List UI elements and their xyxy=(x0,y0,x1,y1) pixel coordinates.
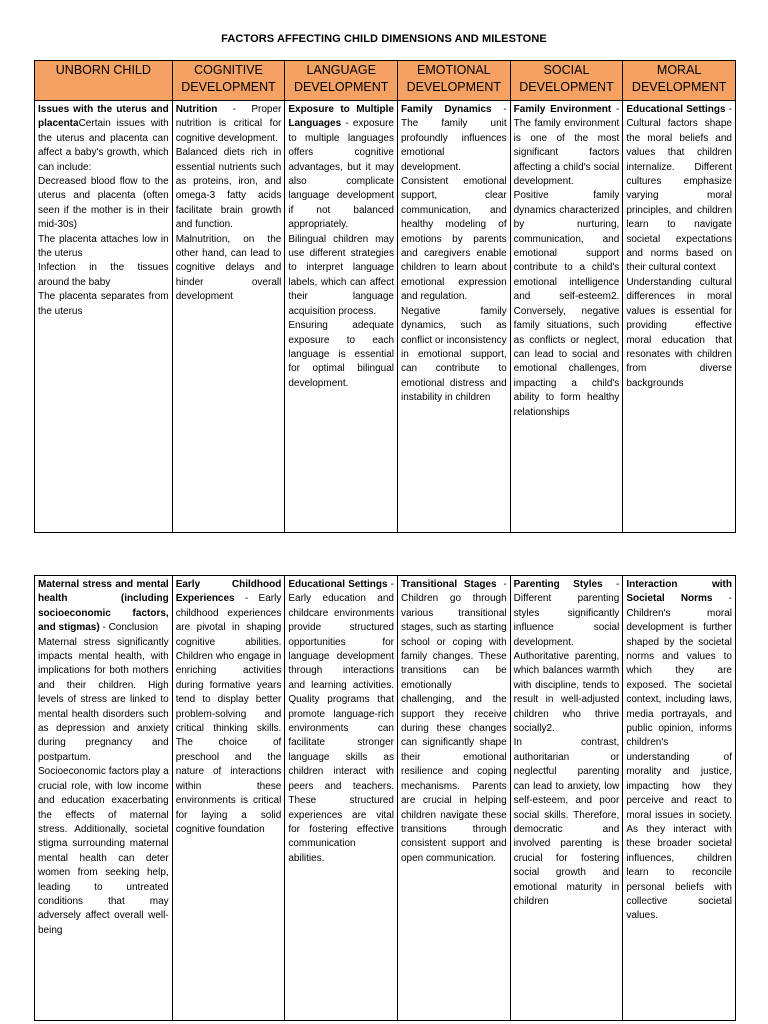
table-cell xyxy=(172,101,285,533)
cell-text: - Early education and childcare environments provide structured opportunities for language development through interactions and learning activities. Quality programs that promote language-rich environments can facilitate stronger language skills as children interact with peers and teachers. These structured experiences are vital for fostering effective communication abilities. xyxy=(288,579,395,864)
cell-text: - The family environment is one of the most significant factors affecting a child's social development. Positive family dynamics characterized by nurturing, communication, and emotional support contribute to a child's emotional intelligence and self-esteem2. Conversely, negative family situations, such as conflicts or neglect, can lead to social and emotional challenges, impacting a child's ability to form healthy relationships xyxy=(513,104,620,418)
header-row xyxy=(35,61,736,101)
cell-heading: Family Dynamics xyxy=(401,104,492,115)
table-cell xyxy=(35,101,173,533)
table-cell xyxy=(285,576,398,1021)
factors-table-top xyxy=(34,60,736,533)
cell-text: - Cultural factors shape the moral beliefs and values that children internalize. Different cultures emphasize varying moral principles, and children learn to navigate societal expectations and norms based on their cultural context Understanding cultural differences in moral values is essential for providing effective moral education that resonates with children from diverse backgrounds xyxy=(626,104,733,389)
table-cell xyxy=(623,576,736,1021)
cell-text: - Children go through various transitional stages, such as starting school or coping with family changes. These transitions can be emotionally challenging, and the support they receive during these changes can significantly shape their emotional resilience and coping mechanisms. Parents are crucial in helping children navigate these transitions through consistent support and open communication. xyxy=(401,579,507,864)
table-cell xyxy=(285,101,398,533)
header-cognitive: COGNITIVE DEVELOPMENT xyxy=(172,61,285,101)
table-cell xyxy=(398,576,511,1021)
table-cell xyxy=(510,101,623,533)
cell-heading: Transitional Stages xyxy=(401,579,497,590)
table-cell xyxy=(35,576,173,1021)
table-cell xyxy=(623,101,736,533)
cell-heading: Maternal stress and mental health (including socioeconomic factors, and stigmas) xyxy=(38,579,169,634)
table-row xyxy=(35,576,736,1021)
cell-heading: Educational Settings xyxy=(288,579,388,590)
cell-heading: Early Childhood Experiences xyxy=(175,579,282,605)
cell-heading: Issues with the uterus and placenta xyxy=(38,104,169,130)
document-title: FACTORS AFFECTING CHILD DIMENSIONS AND MILESTONE xyxy=(221,33,547,45)
table-row xyxy=(35,101,736,533)
cell-text: - exposure to multiple languages offers cognitive advantages, but it may also complicate language development if not balanced appropriately. Bilingual children may use different strategies to interpret language labels, which can affect their language acquisition process. Ensuring adequate exposure to each language is essential for optimal bilingual development. xyxy=(288,118,394,389)
cell-text: - Conclusion Maternal stress significantly impacts mental health, with implications for both mothers and their children. High levels of stress are linked to mental health disorders such as depression and anxiety during pregnancy and postpartum. Socioeconomic factors play a crucial role, with low income and education exacerbating the effects of maternal stress. Additionally, societal stigma surrounding maternal mental health can deter women from seeking help, leading to untreated conditions that may adversely affect overall well-being xyxy=(38,622,169,936)
cell-heading: Nutrition xyxy=(175,104,218,115)
table-cell xyxy=(398,101,511,533)
cell-text: - Children's moral development is further shaped by the societal norms and values to which they are exposed. The societal context, including laws, media portrayals, and public opinion, informs children's understanding of morality and justice, impacting how they perceive and react to moral issues in society. As they interact with these broader societal influences, children learn to reconcile personal beliefs with collective societal values. xyxy=(626,593,732,922)
header-emotional: EMOTIONAL DEVELOPMENT xyxy=(398,61,511,101)
cell-heading: Exposure to Multiple Languages xyxy=(288,104,394,130)
cell-text: Certain issues with the uterus and placenta can affect a baby's growth, which can include: Decreased blood flow to the uterus and placenta (often seen if the mother is in their mid-30s) The placenta attaches low in the uterus Infection in the tissues around the baby The placenta separates from the uterus xyxy=(38,118,169,317)
header-moral: MORAL DEVELOPMENT xyxy=(623,61,736,101)
header-language: LANGUAGE DEVELOPMENT xyxy=(285,61,398,101)
cell-heading: Educational Settings xyxy=(626,104,726,115)
header-social: SOCIAL DEVELOPMENT xyxy=(510,61,623,101)
table-cell xyxy=(172,576,285,1021)
cell-text: - Early childhood experiences are pivotal in shaping cognitive abilities. Children who engage in enriching activities during formative years tend to display better problem-solving and critical thinking skills. The choice of preschool and the nature of interactions within these environments is critical for laying a solid cognitive foundation xyxy=(175,593,282,835)
cell-text: - Different parenting styles significantly influence social development. Authoritative parenting, which balances warmth with discipline, tends to result in well-adjusted children who thrive socially2. In contrast, authoritarian or neglectful parenting can lead to anxiety, low self-esteem, and poor social skills. Therefore, democratic and involved parenting is crucial for fostering social growth and emotional maturity in children xyxy=(513,579,620,907)
header-unborn-child: UNBORN CHILD xyxy=(35,61,173,101)
table-cell xyxy=(510,576,623,1021)
cell-text: - Proper nutrition is critical for cognitive development. Balanced diets rich in essential nutrients such as proteins, iron, and omega-3 fatty acids facilitate brain growth and function. Malnutrition, on the other hand, can lead to cognitive delays and hinder overall development xyxy=(175,104,282,303)
cell-heading: Parenting Styles xyxy=(513,579,603,590)
cell-text: - The family unit profoundly influences emotional development. Consistent emotional support, clear communication, and healthy modeling of emotions by parents and caregivers enable children to learn about emotional expression and regulation. Negative family dynamics, such as conflict or inconsistency in emotional support, can contribute to emotional distress and instability in children xyxy=(401,104,507,404)
cell-heading: Family Environment xyxy=(513,104,612,115)
cell-heading: Interaction with Societal Norms xyxy=(626,579,732,605)
factors-table-bottom xyxy=(34,575,736,1021)
